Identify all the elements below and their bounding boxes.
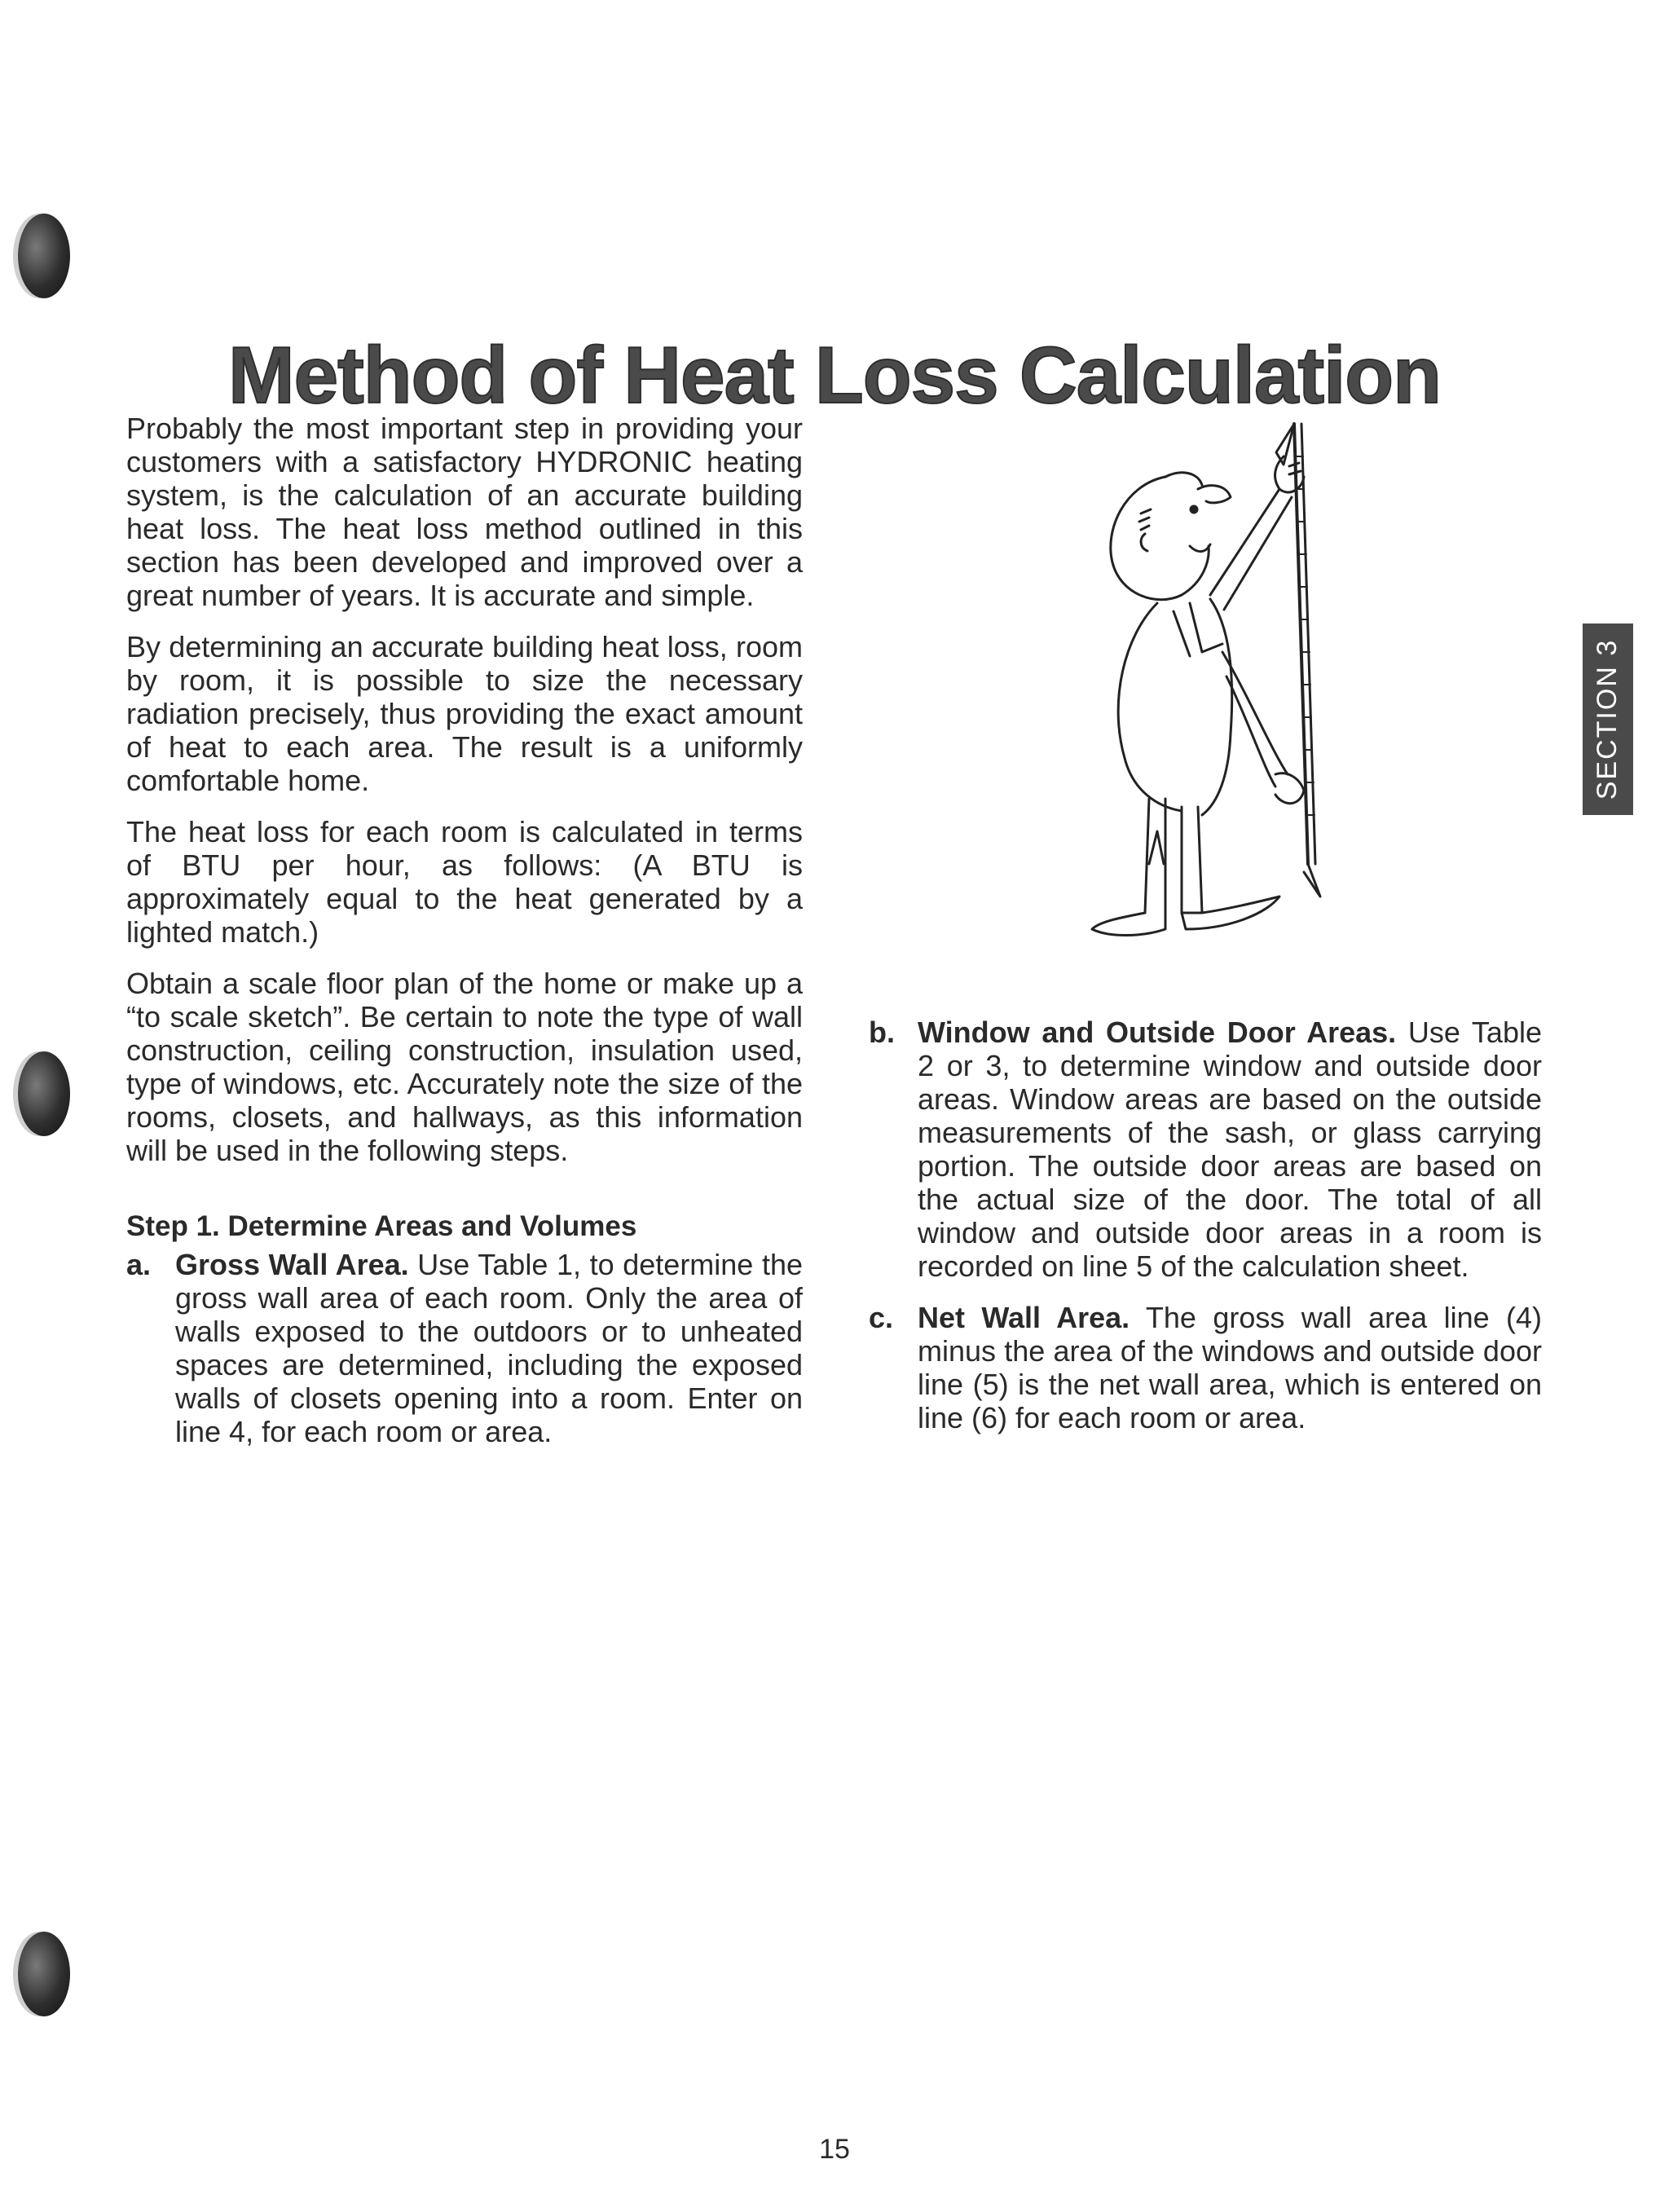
list-item bbox=[869, 1301, 1542, 1434]
item-letter: c. bbox=[869, 1301, 894, 1334]
item-text: Use Table 2 or 3, to determine window and outside door areas. Window areas are based on the outside measurements of the sash, or glass carrying portion. The outside door areas are based on the actual size of the door. The total of all window and outside door areas in a room is recorded on line 5 of the calculation sheet. bbox=[918, 1016, 1542, 1283]
item-letter: b. bbox=[869, 1016, 895, 1049]
item-term: Gross Wall Area. bbox=[175, 1248, 409, 1281]
binder-hole-top bbox=[18, 214, 70, 298]
item-text: The gross wall area line (4) minus the area of the windows and outside door line (5) is the net wall area, which is entered on line (6) for each room or area. bbox=[918, 1301, 1542, 1434]
intro-paragraph: By determining an accurate building heat loss, room by room, it is possible to size the necessary radiation precisely, thus providing the exact amount of heat to each area. The result is a uniformly comfortable home. bbox=[126, 630, 803, 797]
binder-hole-middle bbox=[18, 1051, 70, 1136]
left-column bbox=[126, 412, 803, 1466]
right-column bbox=[869, 1016, 1542, 1452]
list-item bbox=[869, 1016, 1542, 1283]
page-title: Method of Heat Loss Calculation bbox=[227, 329, 1442, 420]
intro-paragraph: Probably the most important step in providing your customers with a satisfactory HYDRONIC heating system, is the calculation of an accurate building heat loss. The heat loss method outlined in this section has been developed and improved over a great number of years. It is accurate and simple. bbox=[126, 412, 803, 612]
item-letter: a. bbox=[126, 1248, 152, 1281]
section-tab-label: SECTION 3 bbox=[1592, 638, 1623, 800]
item-text: Use Table 1, to determine the gross wall area of each room. Only the area of walls exposed to the outdoors or to unheated spaces are determined, including the exposed walls of closets opening into a room. Enter on line 4, for each room or area. bbox=[175, 1248, 803, 1448]
list-item bbox=[126, 1248, 803, 1448]
intro-paragraph: The heat loss for each room is calculated in terms of BTU per hour, as follows: (A BTU is approximately equal to the heat generated by a lighted match.) bbox=[126, 815, 803, 949]
item-term: Net Wall Area. bbox=[918, 1301, 1130, 1334]
step-heading: Step 1. Determine Areas and Volumes bbox=[126, 1210, 637, 1242]
man-measuring-illustration bbox=[1035, 408, 1377, 978]
item-term: Window and Outside Door Areas. bbox=[918, 1016, 1397, 1049]
intro-paragraph: Obtain a scale floor plan of the home or make up a “to scale sketch”. Be certain to note the type of wall construction, ceiling construction, insulation used, type of windows, etc. Accurately note the size of the rooms, closets, and hallways, as this information will be used in the following steps. bbox=[126, 967, 803, 1167]
binder-hole-bottom bbox=[18, 1932, 70, 2016]
page-number: 15 bbox=[819, 2134, 850, 2165]
section-tab bbox=[1583, 624, 1633, 815]
